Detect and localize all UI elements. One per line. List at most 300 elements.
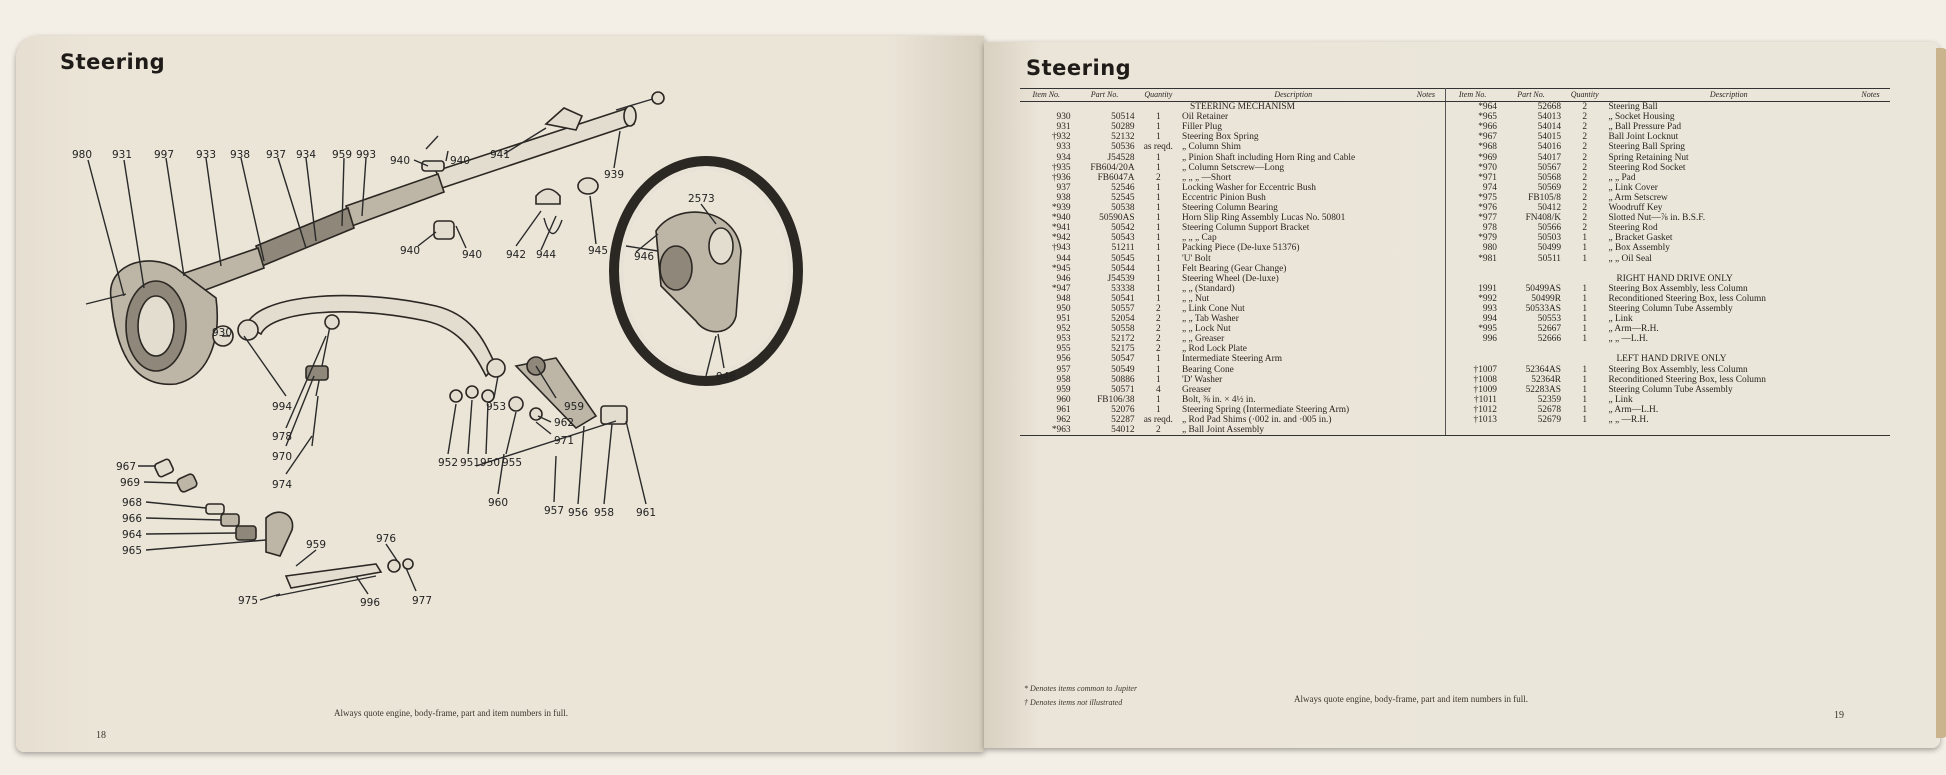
part-no-cell: 54014 — [1537, 122, 1561, 133]
description-cell: Spring Retaining Nut — [1608, 152, 1689, 163]
part-no-cell: 50289 — [1111, 122, 1135, 133]
quantity-cell: 1 — [1582, 293, 1588, 304]
diagram-label: 930 — [212, 327, 233, 339]
quantity-cell: 2 — [1155, 324, 1161, 335]
part-no-cell: 52545 — [1111, 192, 1135, 203]
quantity-cell: 1 — [1155, 192, 1161, 203]
quantity-cell: 1 — [1155, 354, 1161, 365]
description-cell: Steering Column Tube Assembly — [1608, 384, 1733, 395]
description-cell — [1606, 264, 1851, 274]
diagram-label: 958 — [594, 507, 615, 519]
item-no-cell: 938 — [1056, 192, 1071, 203]
part-no-cell: 50511 — [1537, 253, 1561, 264]
notes-cell — [1851, 405, 1890, 415]
diagram-label: 959 — [332, 149, 353, 161]
description-cell: Horn Slip Ring Assembly Lucas No. 50801 — [1182, 213, 1346, 224]
part-no-cell: 50514 — [1111, 112, 1135, 123]
right-page — [984, 42, 1940, 748]
table-row — [1020, 304, 1890, 314]
part-no-cell: 50558 — [1111, 324, 1135, 335]
notes-cell — [1406, 314, 1445, 324]
item-no-cell: *942 — [1051, 233, 1071, 244]
diagram-label: 965 — [122, 545, 143, 557]
part-no-cell: 54017 — [1537, 152, 1561, 163]
diagram-label: 994 — [272, 401, 293, 413]
description-cell: Steering Box Spring — [1182, 132, 1259, 143]
item-no-cell: *995 — [1478, 324, 1497, 335]
diagram-label: 950 — [480, 457, 501, 469]
description-cell: „ „ Pad — [1608, 172, 1636, 183]
diagram-label: 997 — [154, 149, 175, 161]
page-heading: Steering — [60, 50, 166, 74]
item-no-cell: 959 — [1056, 384, 1071, 395]
item-no-cell — [1446, 264, 1499, 274]
diagram-label: 961 — [636, 507, 657, 519]
part-no-cell: 50499 — [1537, 243, 1561, 254]
table-row — [1020, 243, 1890, 253]
part-no-cell: 52283AS — [1525, 384, 1561, 395]
steering-rod — [306, 315, 339, 446]
col-description: Description — [1606, 89, 1851, 102]
table-row — [1020, 173, 1890, 183]
quantity-cell: 2 — [1582, 172, 1588, 183]
item-no-cell — [1446, 274, 1499, 284]
quantity-cell: 1 — [1155, 112, 1161, 123]
item-no-cell: 934 — [1056, 152, 1071, 163]
diagram-label: 957 — [544, 505, 565, 517]
description-cell: „ Column Shim — [1182, 142, 1241, 153]
item-no-cell: †1013 — [1473, 415, 1497, 425]
item-no-cell: †943 — [1051, 243, 1071, 254]
part-no-cell: 52679 — [1537, 415, 1561, 425]
description-cell: „ Socket Housing — [1608, 112, 1675, 123]
quantity-cell: as reqd. — [1143, 142, 1173, 153]
description-cell: „ „ Tab Washer — [1182, 314, 1239, 325]
notes-cell — [1406, 395, 1445, 405]
part-no-cell: 50543 — [1111, 233, 1135, 244]
description-cell: „ Bracket Gasket — [1608, 233, 1673, 244]
notes-cell — [1406, 365, 1445, 375]
quantity-cell: 2 — [1155, 172, 1161, 183]
page-heading: Steering — [1026, 56, 1132, 80]
description-cell: Bolt, ⅜ in. × 4½ in. — [1182, 394, 1256, 405]
notes-cell — [1851, 324, 1890, 334]
notes-cell — [1406, 284, 1445, 294]
table-row — [1020, 132, 1890, 142]
notes-cell — [1406, 334, 1445, 344]
item-no-cell: 994 — [1482, 314, 1497, 325]
item-no-cell: *945 — [1051, 263, 1071, 274]
notes-cell — [1851, 344, 1890, 354]
table-row — [1020, 223, 1890, 233]
quantity-cell: 1 — [1155, 203, 1161, 214]
notes-cell — [1851, 415, 1890, 425]
notes-cell — [1851, 334, 1890, 344]
table-row — [1020, 213, 1890, 223]
part-no-cell: 52667 — [1537, 324, 1561, 335]
diagram-label: 951 — [460, 457, 481, 469]
item-no-cell: 978 — [1482, 223, 1497, 234]
item-no-cell — [1446, 344, 1499, 354]
diagram-label: 959 — [306, 539, 327, 551]
part-no-cell: 50549 — [1111, 364, 1135, 375]
quantity-cell: 1 — [1155, 122, 1161, 133]
diagram-label: 944 — [536, 249, 557, 261]
notes-cell — [1406, 354, 1445, 364]
notes-cell — [1406, 415, 1445, 425]
diagram-label: 940 — [462, 249, 483, 261]
diagram-label: 956 — [568, 507, 589, 519]
quantity-cell: 1 — [1155, 152, 1161, 163]
quantity-cell: 1 — [1582, 303, 1588, 314]
description-cell — [1606, 344, 1851, 354]
open-parts-catalogue — [6, 28, 1940, 768]
part-no-cell — [1499, 274, 1563, 284]
notes-cell — [1851, 395, 1890, 405]
notes-cell — [1406, 163, 1445, 173]
quantity-cell: 1 — [1582, 233, 1588, 244]
quantity-cell: 2 — [1155, 334, 1161, 345]
notes-cell — [1406, 254, 1445, 264]
item-no-cell: *975 — [1478, 192, 1497, 203]
quantity-cell — [1563, 264, 1606, 274]
part-no-cell: 52175 — [1111, 344, 1135, 355]
diagram-label: 940 — [450, 155, 471, 167]
notes-cell — [1406, 223, 1445, 233]
item-no-cell: *977 — [1478, 213, 1497, 224]
description-cell: „ „ (Standard) — [1182, 283, 1235, 294]
item-no-cell: 952 — [1056, 324, 1071, 335]
table-row — [1020, 314, 1890, 324]
part-no-cell: 54012 — [1073, 425, 1137, 436]
quantity-cell — [1563, 344, 1606, 354]
notes-cell — [1851, 425, 1890, 436]
item-no-cell: †1011 — [1473, 394, 1497, 405]
part-no-cell: 50538 — [1111, 203, 1135, 214]
notes-cell — [1851, 385, 1890, 395]
notes-cell — [1851, 203, 1890, 213]
notes-cell — [1406, 233, 1445, 243]
item-no-cell: †935 — [1051, 162, 1071, 173]
quantity-cell: 1 — [1582, 404, 1588, 415]
table-row — [1020, 385, 1890, 395]
description-cell: „ Rod Lock Plate — [1182, 344, 1247, 355]
diagram-label: 933 — [196, 149, 217, 161]
part-no-cell: 50567 — [1537, 162, 1561, 173]
table-row — [1020, 264, 1890, 274]
page-number: 18 — [96, 730, 106, 741]
notes-cell — [1851, 264, 1890, 274]
col-notes: Notes — [1851, 89, 1890, 102]
notes-cell — [1851, 112, 1890, 122]
steering-exploded-diagram — [16, 36, 984, 752]
item-no-cell: *976 — [1478, 203, 1497, 214]
quantity-cell: 2 — [1582, 112, 1588, 123]
part-no-cell: 51211 — [1111, 243, 1135, 254]
quantity-cell: 1 — [1155, 162, 1161, 173]
part-no-cell: 50503 — [1537, 233, 1561, 244]
description-cell: Filler Plug — [1182, 122, 1222, 133]
quantity-cell: 1 — [1582, 415, 1588, 425]
quantity-cell: 1 — [1582, 314, 1588, 325]
diagram-label: 966 — [122, 513, 143, 525]
item-no-cell: †1009 — [1473, 384, 1497, 395]
item-no-cell: *969 — [1478, 152, 1497, 163]
quantity-cell: 2 — [1582, 132, 1588, 143]
description-cell: Ball Joint Locknut — [1608, 132, 1679, 143]
table-row — [1020, 254, 1890, 264]
part-no-cell: 50568 — [1537, 172, 1561, 183]
table-row — [1020, 344, 1890, 354]
quantity-cell: 2 — [1155, 344, 1161, 355]
description-cell: Steering Spring (Intermediate Steering Arm) — [1182, 404, 1350, 415]
part-no-cell — [1499, 264, 1563, 274]
quantity-cell: 2 — [1137, 425, 1180, 436]
quantity-cell: 2 — [1582, 142, 1588, 153]
quantity-cell: 1 — [1155, 293, 1161, 304]
item-no-cell: †1007 — [1473, 364, 1497, 375]
description-cell: RIGHT HAND DRIVE ONLY — [1616, 273, 1733, 284]
item-no-cell: *971 — [1478, 172, 1497, 183]
description-cell: Steering Rod Socket — [1608, 162, 1686, 173]
page-footer: Always quote engine, body-frame, part and item numbers in full. — [1294, 694, 1528, 704]
item-no-cell: 962 — [1056, 415, 1071, 425]
description-cell: Locking Washer for Eccentric Bush — [1182, 182, 1316, 193]
col-description: Description — [1180, 89, 1406, 102]
part-no-cell — [1499, 344, 1563, 354]
diagram-label: 940 — [400, 245, 421, 257]
description-cell: Steering Column Support Bracket — [1182, 223, 1310, 234]
diagram-label: 978 — [272, 431, 293, 443]
notes-cell — [1851, 365, 1890, 375]
item-no-cell: *947 — [1051, 283, 1071, 294]
description-cell: Reconditioned Steering Box, less Column — [1608, 293, 1766, 304]
part-no-cell: 50557 — [1111, 303, 1135, 314]
diagram-label: 968 — [122, 497, 143, 509]
notes-cell — [1851, 132, 1890, 142]
quantity-cell: 1 — [1155, 213, 1161, 224]
notes-cell — [1851, 183, 1890, 193]
item-no-cell: *965 — [1478, 112, 1497, 123]
col-quantity: Quantity — [1137, 89, 1180, 102]
part-no-cell: 52054 — [1111, 314, 1135, 325]
quantity-cell: 1 — [1155, 132, 1161, 143]
notes-cell — [1406, 385, 1445, 395]
notes-cell — [1851, 122, 1890, 132]
part-no-cell: 54016 — [1537, 142, 1561, 153]
diagram-label: 940 — [390, 155, 411, 167]
item-no-cell: †936 — [1051, 172, 1071, 183]
item-no-cell: 951 — [1056, 314, 1071, 325]
table-header-row — [1020, 89, 1890, 102]
description-cell: Steering Wheel (De-luxe) — [1182, 273, 1279, 284]
item-no-cell: *966 — [1478, 122, 1497, 133]
part-no-cell: 52132 — [1111, 132, 1135, 143]
description-cell: Oil Retainer — [1182, 112, 1229, 123]
description-cell: „ „ Oil Seal — [1608, 253, 1652, 264]
notes-cell — [1851, 102, 1890, 113]
item-no-cell: 960 — [1056, 394, 1071, 405]
table-row — [1020, 183, 1890, 193]
description-cell: Intermediate Steering Arm — [1182, 354, 1282, 365]
table-row — [1020, 163, 1890, 173]
table-row — [1020, 102, 1890, 113]
notes-cell — [1851, 233, 1890, 243]
description-cell: STEERING MECHANISM — [1190, 102, 1295, 113]
notes-cell — [1851, 163, 1890, 173]
table-row — [1020, 153, 1890, 163]
notes-cell — [1406, 425, 1445, 436]
notes-cell — [1851, 314, 1890, 324]
diagram-label: 952 — [438, 457, 459, 469]
part-no-cell: FB105/8 — [1528, 192, 1561, 203]
part-no-cell: 52666 — [1537, 334, 1561, 345]
description-cell: Steering Ball — [1608, 102, 1658, 113]
quantity-cell: 2 — [1582, 122, 1588, 133]
part-no-cell: FN408/K — [1525, 213, 1561, 224]
col-quantity: Quantity — [1563, 89, 1606, 102]
left-page — [16, 36, 984, 752]
quantity-cell: 2 — [1582, 203, 1588, 214]
notes-cell — [1851, 213, 1890, 223]
quantity-cell: 2 — [1155, 303, 1161, 314]
item-no-cell: 948 — [1056, 293, 1071, 304]
diagram-label: 977 — [412, 595, 433, 607]
diagram-label: 996 — [360, 597, 381, 609]
description-cell: Steering Box Assembly, less Column — [1608, 364, 1748, 375]
item-no-cell: *939 — [1051, 203, 1071, 214]
description-cell: „ Ball Pressure Pad — [1608, 122, 1682, 133]
item-no-cell: 1991 — [1478, 283, 1497, 294]
part-no-cell: 50547 — [1111, 354, 1135, 365]
notes-cell — [1406, 264, 1445, 274]
part-no-cell: 50571 — [1111, 384, 1135, 395]
part-no-cell: 50590AS — [1099, 213, 1135, 224]
description-cell: Steering Column Tube Assembly — [1608, 303, 1733, 314]
quantity-cell: as reqd. — [1143, 415, 1173, 425]
table-row — [1020, 294, 1890, 304]
quantity-cell: 2 — [1582, 102, 1588, 113]
item-no-cell: 950 — [1056, 303, 1071, 314]
part-no-cell: 50542 — [1111, 223, 1135, 234]
description-cell: „ Rod Pad Shims (·002 in. and ·005 in.) — [1182, 415, 1332, 425]
page-footer: Always quote engine, body-frame, part and item numbers in full. — [334, 708, 568, 718]
quantity-cell: 1 — [1582, 364, 1588, 375]
notes-cell — [1406, 243, 1445, 253]
item-no-cell: *967 — [1478, 132, 1497, 143]
quantity-cell: 2 — [1155, 314, 1161, 325]
item-no-cell: 944 — [1056, 253, 1071, 264]
steering-link — [238, 296, 505, 377]
description-cell: „ „ —R.H. — [1608, 415, 1649, 425]
col-notes: Notes — [1406, 89, 1445, 102]
quantity-cell: 1 — [1155, 404, 1161, 415]
description-cell: „ Box Assembly — [1608, 243, 1670, 254]
item-no-cell: *941 — [1051, 223, 1071, 234]
description-cell: „ Link Cover — [1608, 182, 1658, 193]
item-no-cell: *970 — [1478, 162, 1497, 173]
part-no-cell: 52172 — [1111, 334, 1135, 345]
diagram-label: 955 — [502, 457, 523, 469]
table-row — [1020, 415, 1890, 425]
notes-cell — [1406, 183, 1445, 193]
diagram-label: 937 — [266, 149, 287, 161]
notes-cell — [1851, 284, 1890, 294]
diagram-label: 934 — [296, 149, 317, 161]
diagram-label: 971 — [554, 435, 575, 447]
footnote-not-illustrated: † Denotes items not illustrated — [1024, 698, 1123, 707]
part-no-cell: 52678 — [1537, 404, 1561, 415]
notes-cell — [1406, 274, 1445, 284]
diagram-label: 970 — [272, 451, 293, 463]
description-cell: Woodruff Key — [1608, 203, 1663, 214]
item-no-cell — [1020, 102, 1073, 113]
notes-cell — [1406, 324, 1445, 334]
item-no-cell: *940 — [1051, 213, 1071, 224]
col-item-no: Item No. — [1020, 89, 1073, 102]
quantity-cell: 1 — [1582, 334, 1588, 345]
notes-cell — [1406, 153, 1445, 163]
notes-cell — [1851, 294, 1890, 304]
item-no-cell — [1446, 354, 1499, 364]
page-number: 19 — [1834, 710, 1844, 721]
item-no-cell: *979 — [1478, 233, 1497, 244]
notes-cell — [1851, 304, 1890, 314]
item-no-cell: 974 — [1482, 182, 1497, 193]
item-no-cell: 937 — [1056, 182, 1071, 193]
table-row — [1020, 375, 1890, 385]
quantity-cell: 2 — [1582, 223, 1588, 234]
part-no-cell: 54015 — [1537, 132, 1561, 143]
part-no-cell: 50541 — [1111, 293, 1135, 304]
part-no-cell: 50533AS — [1525, 303, 1561, 314]
diagram-label: 974 — [272, 479, 293, 491]
table-row — [1020, 354, 1890, 364]
quantity-cell: 2 — [1582, 192, 1588, 203]
part-no-cell — [1499, 425, 1563, 436]
part-no-cell: 52668 — [1537, 102, 1561, 113]
item-no-cell: 931 — [1056, 122, 1071, 133]
diagram-label: 942 — [506, 249, 527, 261]
description-cell: LEFT HAND DRIVE ONLY — [1616, 354, 1727, 365]
part-no-cell: 54013 — [1537, 112, 1561, 123]
item-no-cell: 961 — [1056, 404, 1071, 415]
diagram-label: 948 — [716, 371, 737, 383]
item-no-cell: 933 — [1056, 142, 1071, 153]
parts-table-body — [1020, 102, 1890, 436]
table-row — [1020, 274, 1890, 284]
table-row — [1020, 365, 1890, 375]
table-row — [1020, 425, 1890, 436]
diagram-label: 969 — [120, 477, 141, 489]
quantity-cell: 1 — [1582, 384, 1588, 395]
quantity-cell: 2 — [1582, 162, 1588, 173]
diagram-label: 941 — [490, 149, 511, 161]
item-no-cell: *981 — [1478, 253, 1497, 264]
part-no-cell: 52364AS — [1525, 364, 1561, 375]
diagram-label: 931 — [112, 149, 133, 161]
quantity-cell: 2 — [1582, 213, 1588, 224]
description-cell: „ Link Cone Nut — [1182, 303, 1245, 314]
description-cell: „ Column Setscrew—Long — [1182, 162, 1285, 173]
diagram-label: 959 — [564, 401, 585, 413]
item-no-cell: 980 — [1482, 243, 1497, 254]
table-row — [1020, 122, 1890, 132]
description-cell: Felt Bearing (Gear Change) — [1182, 263, 1287, 274]
quantity-cell: 1 — [1155, 243, 1161, 254]
item-no-cell: *964 — [1478, 102, 1497, 113]
quantity-cell — [1137, 102, 1180, 113]
